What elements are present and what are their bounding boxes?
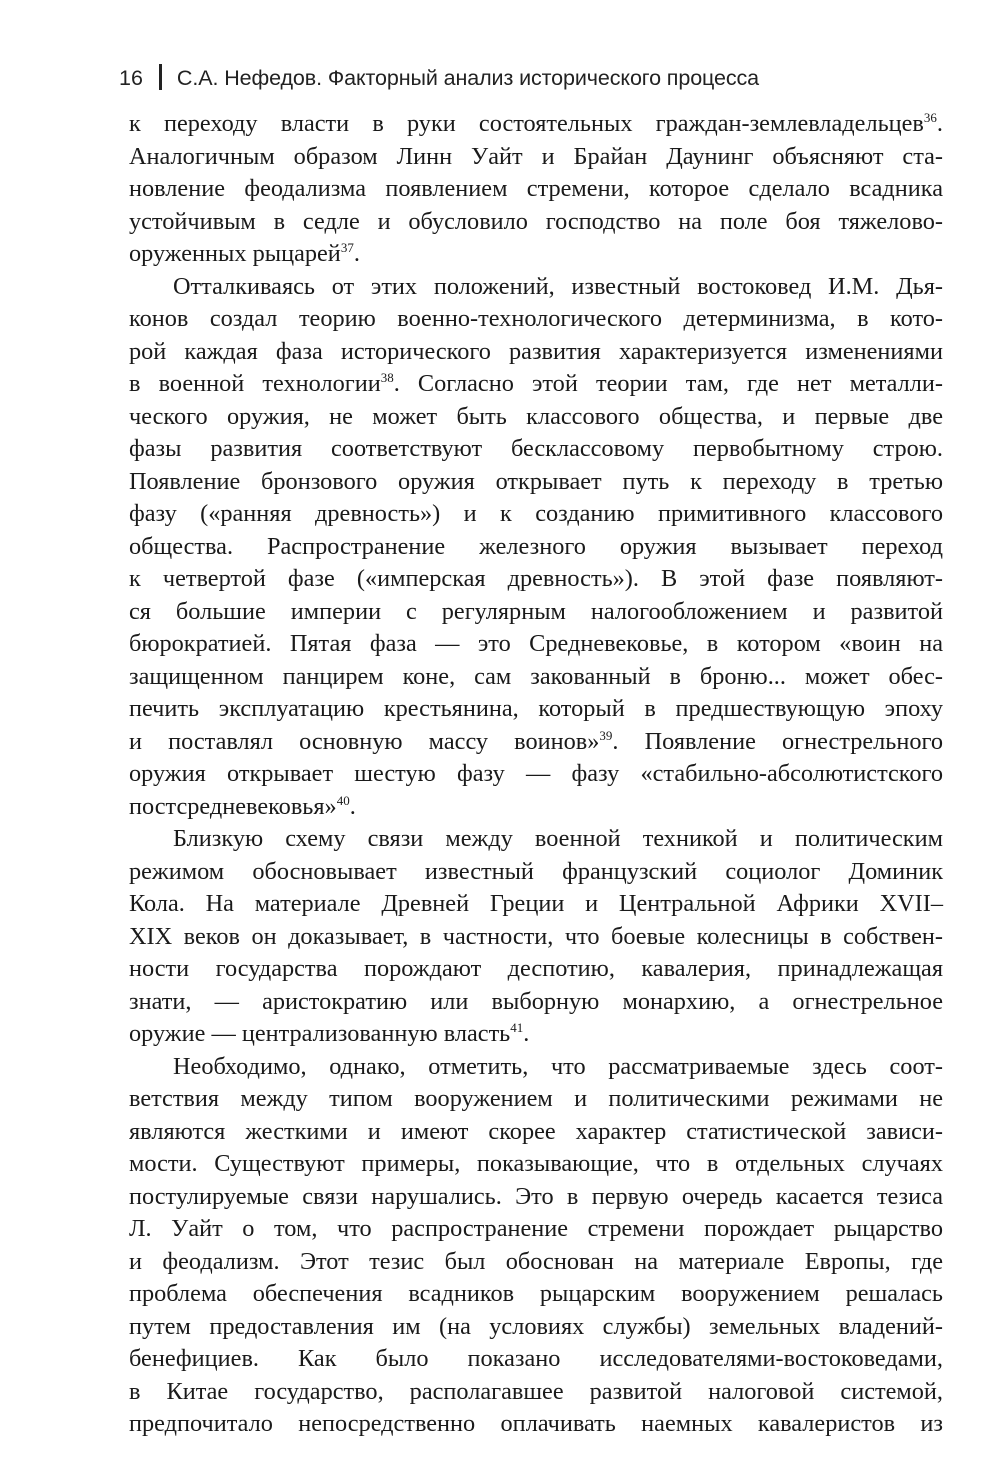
line-text-after-ref: . bbox=[349, 792, 356, 820]
text-line bbox=[129, 531, 943, 564]
paragraph bbox=[129, 1051, 943, 1441]
line-text: ветствия между типом вооружением и политическими режимами не bbox=[129, 1085, 943, 1112]
line-text: постулируемые связи нарушались. Это в первую очередь касается тезиса bbox=[129, 1182, 943, 1210]
line-text: и феодализм. Этот тезис был обоснован на материале Европы, где bbox=[129, 1247, 943, 1275]
text-line bbox=[129, 498, 943, 531]
line-text: фазу («ранняя древность») и к созданию примитивного классового bbox=[129, 500, 943, 527]
line-text-after-ref: . Появление огнестрельного bbox=[612, 727, 943, 755]
line-text: общества. Распространение железного оружия вызывает переход bbox=[129, 532, 943, 560]
running-title: С.А. Нефедов. Факторный анализ исторического процесса bbox=[176, 66, 760, 90]
text-line bbox=[129, 1213, 943, 1246]
body-text bbox=[129, 108, 943, 1441]
text-line bbox=[129, 758, 943, 791]
line-text: оружие — централизованную власть bbox=[129, 1020, 511, 1047]
text-line bbox=[129, 856, 943, 889]
line-text-after-ref: . bbox=[936, 110, 943, 137]
text-line bbox=[129, 1148, 943, 1181]
text-line bbox=[129, 726, 943, 759]
line-text-after-ref: . Согласно этой теории там, где нет металли- bbox=[393, 370, 943, 397]
text-line bbox=[129, 1278, 943, 1311]
line-text: режимом обосновывает известный французский социолог Доминик bbox=[129, 857, 943, 885]
text-line bbox=[129, 661, 943, 694]
text-line bbox=[129, 1376, 943, 1409]
line-text: защищенном панцирем коне, сам закованный в броню... может обес- bbox=[129, 662, 943, 690]
text-line bbox=[129, 206, 943, 239]
line-text-after-ref: . bbox=[523, 1020, 530, 1047]
text-line bbox=[129, 433, 943, 466]
line-text: XIX веков он доказывает, в частности, что боевые колесницы в собствен- bbox=[129, 922, 943, 950]
text-line bbox=[129, 466, 943, 499]
text-line bbox=[129, 921, 943, 954]
line-text: бенефициев. Как было показано исследователями-востоковедами, bbox=[129, 1345, 943, 1372]
footnote-ref[interactable]: 36 bbox=[923, 110, 937, 125]
line-text: Появление бронзового оружия открывает путь к переходу в третью bbox=[129, 467, 943, 495]
line-text: предпочитало непосредственно оплачивать наемных кавалеристов из bbox=[129, 1410, 943, 1437]
text-line bbox=[129, 1181, 943, 1214]
footnote-ref[interactable]: 39 bbox=[599, 727, 613, 743]
text-line bbox=[129, 1343, 943, 1376]
text-line bbox=[129, 336, 943, 369]
line-text: в Китае государство, располагавшее развитой налоговой системой, bbox=[129, 1377, 943, 1405]
text-line bbox=[129, 986, 943, 1019]
text-line bbox=[129, 693, 943, 726]
line-text: к переходу власти в руки состоятельных граждан-землевладельцев bbox=[129, 110, 924, 137]
line-text: Отталкиваясь от этих положений, известный востоковед И.М. Дья- bbox=[173, 272, 943, 300]
text-line bbox=[129, 173, 943, 206]
text-line bbox=[129, 1116, 943, 1149]
page-number: 16 bbox=[119, 66, 143, 90]
text-line bbox=[129, 238, 943, 271]
line-text: бюрократией. Пятая фаза — это Средневековье, в котором «воин на bbox=[129, 630, 943, 657]
line-text: Аналогичным образом Линн Уайт и Брайан Даунинг объясняют ста- bbox=[129, 142, 943, 170]
line-text: постсредневековья» bbox=[129, 792, 337, 820]
footnote-ref[interactable]: 37 bbox=[340, 240, 354, 255]
footnote-ref[interactable]: 41 bbox=[510, 1020, 524, 1035]
line-text: рой каждая фаза исторического развития характеризуется изменениями bbox=[129, 337, 943, 365]
line-text: и поставлял основную массу воинов» bbox=[129, 727, 600, 755]
line-text: оруженных рыцарей bbox=[129, 240, 341, 267]
header-separator bbox=[159, 64, 162, 90]
line-text: мости. Существуют примеры, показывающие, что в отдельных случаях bbox=[129, 1150, 943, 1177]
text-line bbox=[129, 141, 943, 174]
paragraph bbox=[129, 271, 943, 824]
line-text: путем предоставления им (на условиях службы) земельных владений- bbox=[129, 1312, 943, 1340]
line-text-after-ref: . bbox=[353, 240, 360, 267]
line-text: ся большие империи с регулярным налогообложением и развитой bbox=[129, 597, 943, 625]
text-line bbox=[129, 303, 943, 336]
line-text: конов создал теорию военно-технологического детерминизма, в кото- bbox=[129, 305, 943, 332]
text-line bbox=[129, 596, 943, 629]
text-line bbox=[129, 888, 943, 921]
running-header bbox=[119, 58, 939, 98]
text-line bbox=[129, 1051, 943, 1084]
line-text: устойчивым в седле и обусловило господство на поле боя тяжелово- bbox=[129, 207, 943, 235]
line-text: ности государства порождают деспотию, кавалерия, принадлежащая bbox=[129, 955, 943, 982]
paragraph bbox=[129, 108, 943, 271]
line-text: оружия открывает шестую фазу — фазу «стабильно-абсолютистского bbox=[129, 760, 943, 787]
text-line bbox=[129, 368, 943, 401]
line-text: новление феодализма появлением стремени, которое сделало всадника bbox=[129, 175, 943, 202]
line-text: ческого оружия, не может быть классового общества, и первые две bbox=[129, 402, 943, 430]
line-text: печить эксплуатацию крестьянина, который в предшествующую эпоху bbox=[129, 695, 943, 722]
line-text: являются жесткими и имеют скорее характер статистической зависи- bbox=[129, 1117, 943, 1145]
text-line bbox=[129, 1018, 943, 1051]
line-text: Необходимо, однако, отметить, что рассматриваемые здесь соот- bbox=[173, 1052, 943, 1080]
line-text: проблема обеспечения всадников рыцарским вооружением решалась bbox=[129, 1280, 943, 1307]
line-text: знати, — аристократию или выборную монархию, а огнестрельное bbox=[129, 987, 943, 1015]
line-text: в военной технологии bbox=[129, 370, 381, 397]
text-line bbox=[129, 823, 943, 856]
text-line bbox=[129, 1246, 943, 1279]
line-text: Близкую схему связи между военной техникой и политическим bbox=[173, 825, 943, 852]
text-line bbox=[129, 628, 943, 661]
text-line bbox=[129, 108, 943, 141]
line-text: фазы развития соответствуют бесклассовому первобытному строю. bbox=[129, 435, 943, 462]
paragraph bbox=[129, 823, 943, 1051]
text-line bbox=[129, 401, 943, 434]
footnote-ref[interactable]: 38 bbox=[380, 370, 394, 385]
line-text: Л. Уайт о том, что распространение стремени порождает рыцарство bbox=[129, 1215, 943, 1242]
text-line bbox=[129, 1408, 943, 1441]
footnote-ref[interactable]: 40 bbox=[336, 792, 350, 808]
line-text: Кола. На материале Древней Греции и Центральной Африки XVII– bbox=[129, 890, 943, 917]
text-line bbox=[129, 271, 943, 304]
text-line bbox=[129, 1311, 943, 1344]
text-line bbox=[129, 1083, 943, 1116]
text-line bbox=[129, 791, 943, 824]
text-line bbox=[129, 953, 943, 986]
text-line bbox=[129, 563, 943, 596]
line-text: к четвертой фазе («имперская древность»). В этой фазе появляют- bbox=[129, 565, 943, 592]
